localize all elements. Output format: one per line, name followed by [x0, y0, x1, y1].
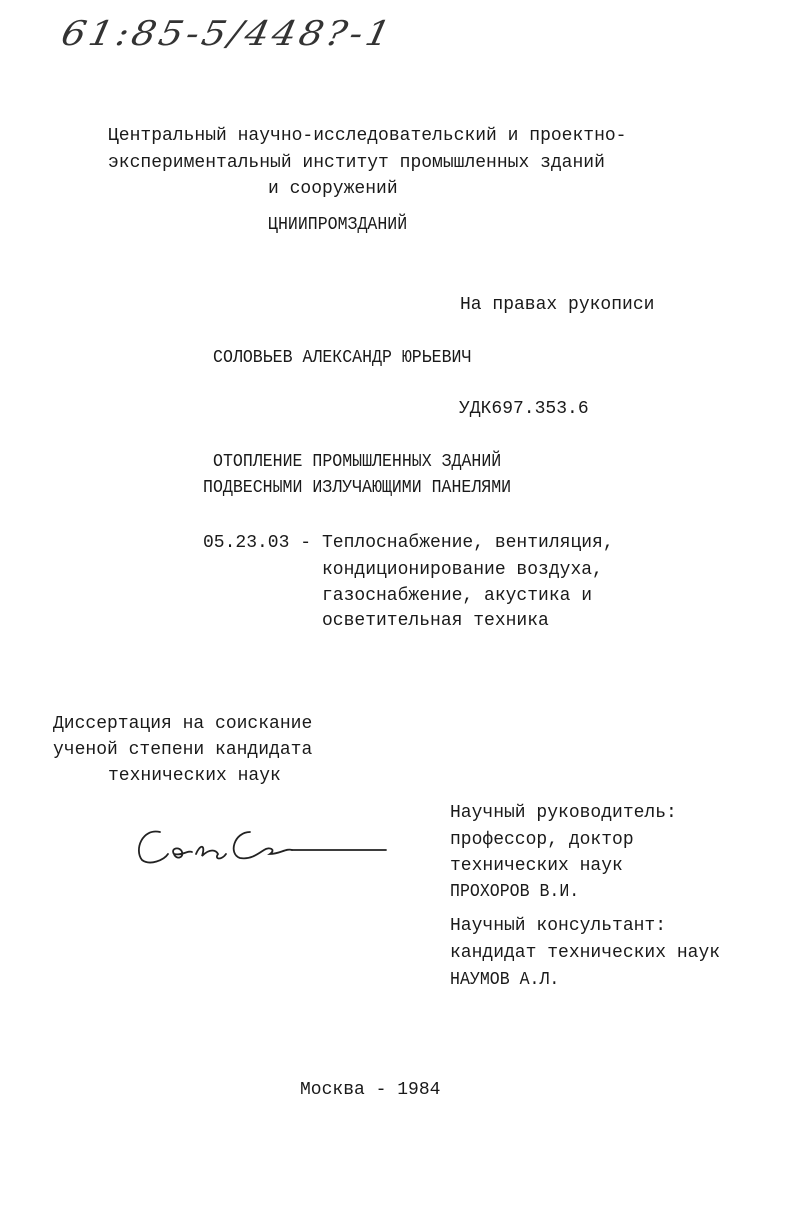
author-name: СОЛОВЬЕВ АЛЕКСАНДР ЮРЬЕВИЧ: [213, 348, 472, 368]
supervisor-label: Научный руководитель:: [450, 803, 677, 823]
title-line-1: ОТОПЛЕНИЕ ПРОМЫШЛЕННЫХ ЗДАНИЙ: [213, 452, 502, 472]
consultant-name: НАУМОВ А.Л.: [450, 970, 560, 990]
place-and-year: Москва - 1984: [300, 1080, 441, 1100]
specialty-code: 05.23.03 -: [203, 533, 312, 553]
specialty-line: кондиционирование воздуха,: [322, 560, 603, 580]
supervisor-name: ПРОХОРОВ В.И.: [450, 882, 580, 902]
degree-line: технических наук: [108, 766, 281, 786]
udc-code: УДК697.353.6: [459, 399, 589, 419]
degree-line: ученой степени кандидата: [53, 740, 313, 760]
handwritten-archive-code: 61:85-5/448?-1: [57, 14, 398, 54]
specialty-line: осветительная техника: [322, 611, 549, 631]
consultant-label: Научный консультант:: [450, 916, 667, 936]
author-signature: [130, 820, 390, 870]
consultant-title: кандидат технических наук: [450, 943, 721, 963]
specialty-line: Теплоснабжение, вентиляция,: [322, 533, 614, 553]
rights-note: На правах рукописи: [460, 295, 655, 315]
institute-line-3: и сооружений: [268, 179, 398, 199]
supervisor-title: профессор, доктор: [450, 830, 634, 850]
supervisor-title: технических наук: [450, 856, 623, 876]
institute-abbreviation: ЦНИИПРОМЗДАНИЙ: [268, 215, 408, 235]
specialty-line: газоснабжение, акустика и: [322, 586, 593, 606]
institute-line-1: Центральный научно-исследовательский и проектно-: [108, 126, 627, 146]
title-line-2: ПОДВЕСНЫМИ ИЗЛУЧАЮЩИМИ ПАНЕЛЯМИ: [203, 478, 512, 498]
degree-line: Диссертация на соискание: [53, 714, 313, 734]
institute-line-2: экспериментальный институт промышленных зданий: [108, 153, 605, 173]
